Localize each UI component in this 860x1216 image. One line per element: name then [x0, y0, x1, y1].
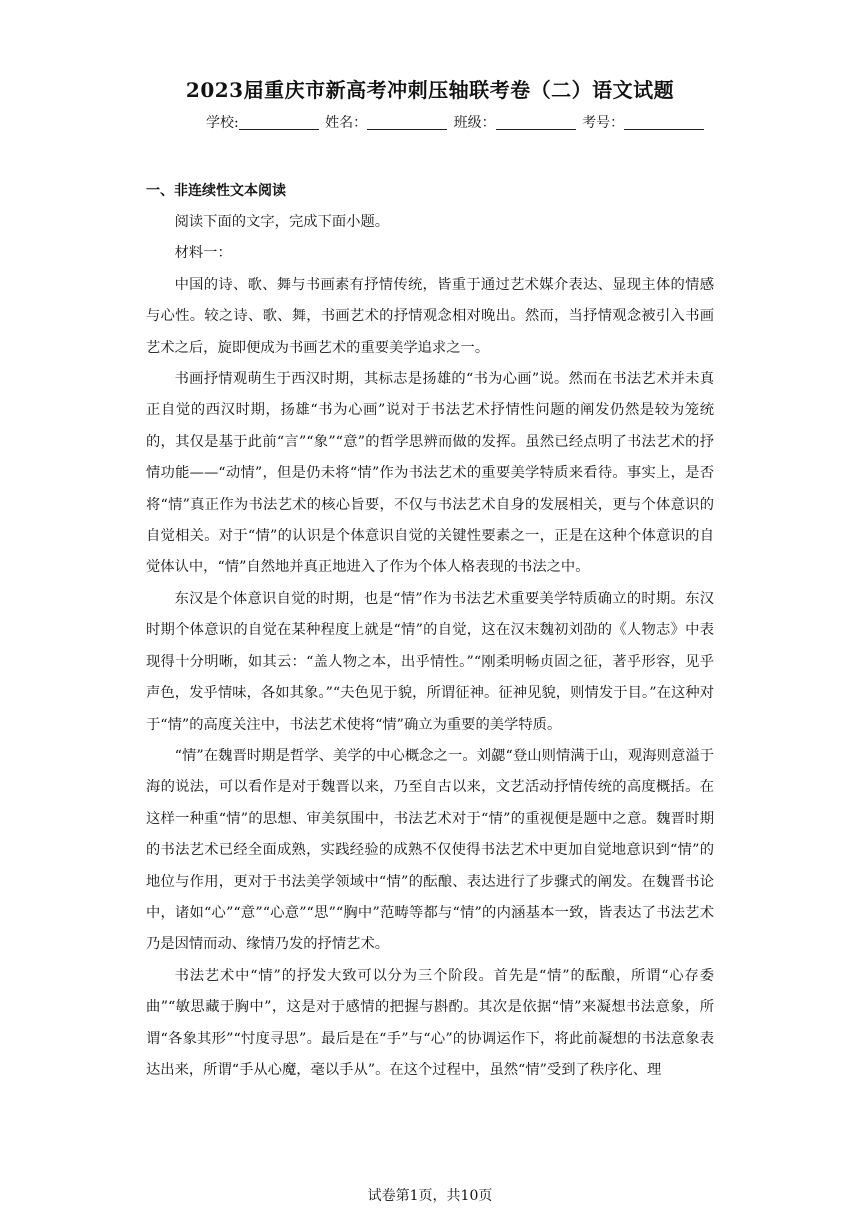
page-footer: 试卷第1页，共10页 [367, 1188, 493, 1204]
student-info-line [206, 112, 766, 132]
instruction-text: 阅读下面的文字，完成下面小题。 [174, 214, 390, 230]
paragraph-5: 书法艺术中“情”的抒发大致可以分为三个阶段。首先是“情”的酝酿，所谓“心存委曲”“敏思藏于胸中”，这是对于感情的把握与斟酌。其次是依据“情”来凝想书法意象，所谓“各象其形”“忖度寻思”。最后是在“手”与“心”的协调运作下，将此前凝想的书法意象表达出来，所谓“手从心魔，毫以手从”。在这个过程中，虽然“情”受到了秩序化、理 [146, 967, 714, 1078]
school-blank [239, 115, 319, 130]
class-label: 班级： [453, 115, 496, 131]
number-blank [624, 115, 704, 130]
school-label: 学校: [206, 115, 239, 131]
material-label: 材料一： [174, 245, 232, 262]
name-label: 姓名： [325, 115, 368, 131]
paragraph-1: 中国的诗、歌、舞与书画素有抒情传统，皆重于通过艺术媒介表达、显现主体的情感与心性。较之诗、歌、舞，书画艺术的抒情观念相对晚出。然而，当抒情观念被引入书画艺术之后，旋即便成为书画艺术的重要美学追求之一。 [146, 276, 714, 356]
name-blank [367, 115, 447, 130]
section-heading: 一、非连续性文本阅读 [146, 183, 286, 199]
reading-text [146, 207, 714, 1086]
number-label: 考号： [582, 115, 625, 131]
exam-title: 2023届重庆市新高考冲刺压轴联考卷（二）语文试题 [185, 78, 675, 102]
class-blank [496, 115, 576, 130]
paragraph-3: 东汉是个体意识自觉的时期，也是“情”作为书法艺术重要美学特质确立的时期。东汉时期个体意识的自觉在某种程度上就是“情”的自觉，这在汉末魏初刘劭的《人物志》中表现得十分明晰，如其云：“盖人物之本，出乎情性。”“刚柔明畅贞固之征，著乎形容，见乎声色，发乎情味，各如其象。”“夫色见于貌，所谓征神。征神见貌，则情发于目。”在这种对于“情”的高度关注中，书法艺术使将“情”确立为重要的美学特质。 [146, 590, 714, 733]
paragraph-2: 书画抒情观萌生于西汉时期，其标志是扬雄的“书为心画”说。然而在书法艺术并未真正自觉的西汉时期，扬雄“书为心画”说对于书法艺术抒情性问题的阐发仍然是较为笼统的，其仅是基于此前“言”“象”“意”的哲学思辨而做的发挥。虽然已经点明了书法艺术的抒情功能——“动情”，但是仍未将“情”作为书法艺术的重要美学特质来看待。事实上，是否将“情”真正作为书法艺术的核心旨要，不仅与书法艺术自身的发展相关，更与个体意识的自觉相关。对于“情”的认识是个体意识自觉的关键性要素之一，正是在这种个体意识的自觉体认中，“情”自然地并真正地进入了作为个体人格表现的书法之中。 [146, 371, 714, 576]
paragraph-4: “情”在魏晋时期是哲学、美学的中心概念之一。刘勰“登山则情满于山，观海则意溢于海的说法，可以看作是对于魏晋以来，乃至自古以来，文艺活动抒情传统的高度概括。在这样一种重“情”的思想、审美氛围中，书法艺术对于“情”的重视便是题中之意。魏晋时期的书法艺术已经全面成熟，实践经验的成熟不仅使得书法艺术中更加自觉地意识到“情”的地位与作用，更对于书法美学领域中“情”的酝酿、表达进行了步骤式的阐发。在魏晋书论中，诸如“心”“意”“心意”“思”“胸中”范畴等都与“情”的内涵基本一致，皆表达了书法艺术乃是因情而动、缘情乃发的抒情艺术。 [146, 747, 714, 953]
